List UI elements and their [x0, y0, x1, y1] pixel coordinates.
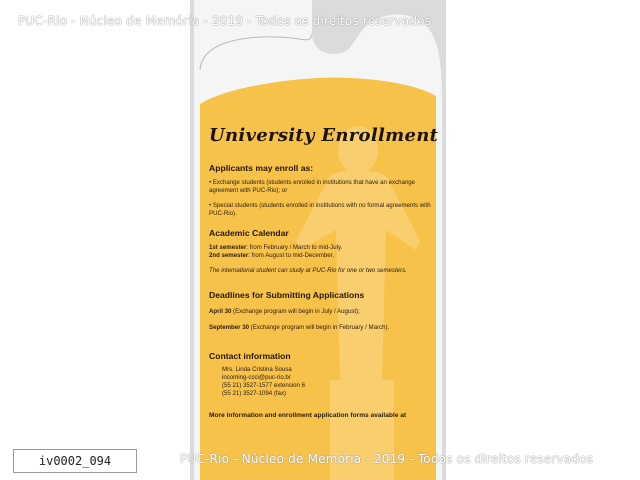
deadline-april-label: April 30	[209, 308, 232, 315]
calendar-heading: Academic Calendar	[209, 228, 289, 238]
calendar-second-semester	[209, 252, 434, 260]
deadline-september-label: September 30	[209, 324, 249, 331]
document-title: University Enrollment	[209, 125, 439, 146]
deadline-april	[209, 308, 434, 316]
calendar-note: The international student can study at PUC-Rio for one or two semesters.	[209, 267, 407, 274]
applicants-heading: Applicants may enroll as:	[209, 163, 314, 173]
contact-heading: Contact information	[209, 351, 291, 361]
flyer-content	[209, 118, 439, 425]
contact-fax: (55 21) 3527-1094 (fax)	[222, 390, 287, 397]
deadline-april-text: (Exchange program will begin in July / August);	[231, 308, 360, 315]
deadlines-heading: Deadlines for Submitting Applications	[209, 290, 365, 300]
deadline-september-text: (Exchange program will begin in February / March).	[248, 324, 390, 331]
applicants-item-exchange: • Exchange students (students enrolled in institutions that have an exchange agreement with PUC-Rio); or	[209, 179, 416, 194]
deadline-september	[209, 324, 434, 332]
second-semester-text: : from August to mid-December.	[248, 252, 334, 259]
applicants-item-special: • Special students (students enrolled in institutions with no formal agreements with PUC-Rio).	[209, 202, 431, 217]
first-semester-label: 1st semester	[209, 244, 247, 251]
contact-details	[209, 366, 434, 398]
contact-email: incoming-ccci@puc-rio.br	[222, 374, 291, 381]
watermark-bottom: PUC-Rio - Núcleo de Memória - 2019 - Todos os direitos reservados	[180, 452, 594, 466]
contact-phone: (55 21) 3527-1577 extension 6	[222, 382, 306, 389]
image-id-label: iv0002_094	[13, 449, 137, 473]
calendar-first-semester	[209, 244, 434, 252]
contact-name: Mrs. Linda Cristina Sousa	[222, 366, 292, 373]
first-semester-text: : from February / March to mid-July.	[246, 244, 343, 251]
second-semester-label: 2nd semester	[209, 252, 249, 259]
footer-note: More information and enrollment application forms available at	[209, 411, 407, 419]
watermark-top: PUC-Rio - Núcleo de Memória - 2019 - Todos os direitos reservados	[18, 14, 432, 28]
